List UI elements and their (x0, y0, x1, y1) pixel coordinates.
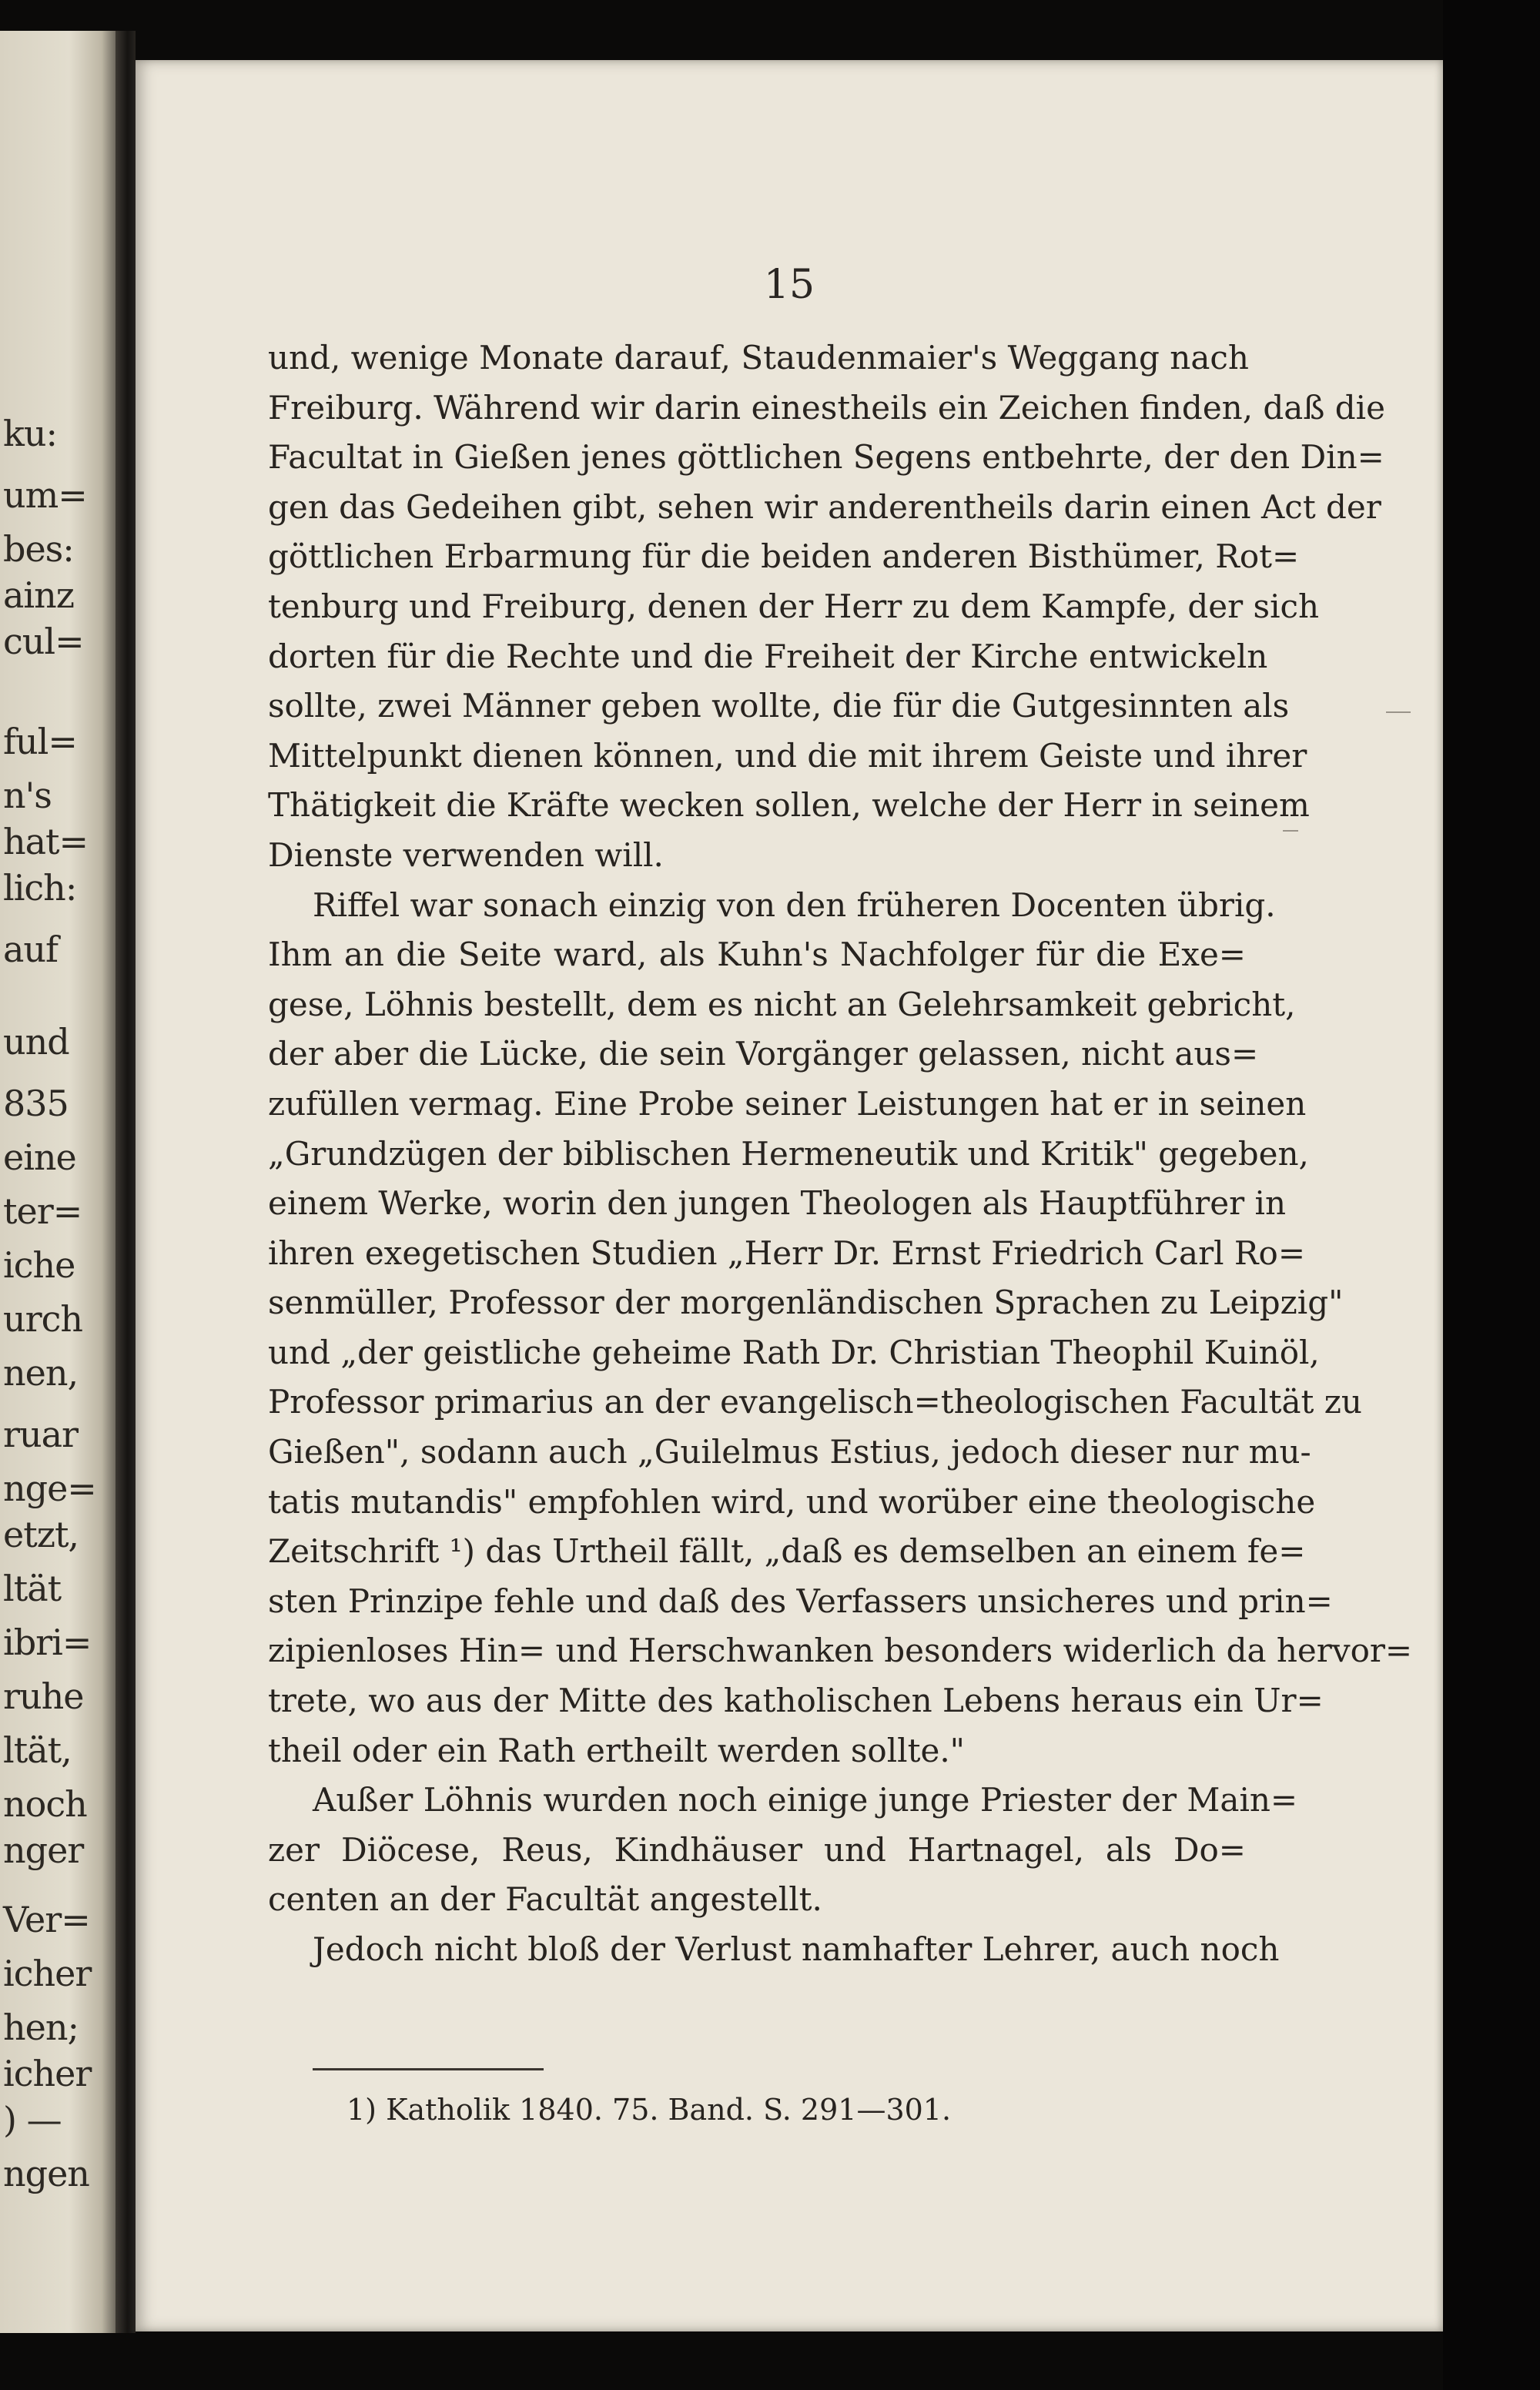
text-line: einem Werke, worin den jungen Theologen als Hauptführer in (268, 1184, 1287, 1223)
text-line: zufüllen vermag. Eine Probe seiner Leistungen hat er in seinen (268, 1084, 1307, 1123)
left-page-fragment: ibri= (3, 1622, 92, 1663)
left-page-fragment: icher (3, 1953, 92, 1994)
left-page-fragment: ku: (3, 413, 57, 454)
text-line: und „der geistliche geheime Rath Dr. Christian Theophil Kuinöl, (268, 1333, 1320, 1371)
text-line: sollte, zwei Männer geben wollte, die für die Gutgesinnten als (268, 687, 1290, 725)
main-text (268, 333, 1413, 1975)
text-line: senmüller, Professor der morgenländischen Sprachen zu Leipzig" (268, 1284, 1344, 1322)
left-page-fragment: ruhe (3, 1675, 84, 1717)
text-line: tatis mutandis" empfohlen wird, und worüber eine theologische (268, 1482, 1316, 1521)
margin-mark (1283, 830, 1298, 832)
left-page-fragment: nger (3, 1829, 84, 1871)
left-page-fragment: ltät, (3, 1729, 72, 1771)
left-page-fragment: ruar (3, 1414, 79, 1455)
background-right (1443, 0, 1540, 2390)
text-line: Mittelpunkt dienen können, und die mit ihrem Geiste und ihrer (268, 736, 1307, 775)
text-line: Gießen", sodann auch „Guilelmus Estius, jedoch dieser nur mu- (268, 1433, 1311, 1471)
text-line: Jedoch nicht bloß der Verlust namhafter Lehrer, auch noch (313, 1930, 1280, 1968)
text-line: theil oder ein Rath ertheilt werden sollte." (268, 1731, 965, 1769)
footnote-rule (313, 2068, 544, 2070)
text-line: gen das Gedeihen gibt, sehen wir anderentheils darin einen Act der (268, 487, 1381, 526)
left-page-fragment: ainz (3, 574, 74, 616)
left-page-fragment: ) — (3, 2099, 62, 2141)
footnote: 1) Katholik 1840. 75. Band. S. 291—301. (346, 2093, 952, 2127)
text-line: centen an der Facultät angestellt. (268, 1880, 822, 1919)
left-page-fragment: ltät (3, 1568, 62, 1609)
text-line: trete, wo aus der Mitte des katholischen Lebens heraus ein Ur= (268, 1682, 1324, 1720)
margin-mark (1386, 711, 1411, 713)
left-page-fragment: cul= (3, 621, 84, 662)
text-line: und, wenige Monate darauf, Staudenmaier's Weggang nach (268, 339, 1249, 377)
left-page-fragment: Ver= (3, 1899, 90, 1940)
left-page-fragment: noch (3, 1783, 87, 1825)
book-gutter (116, 31, 136, 2333)
text-line: Professor primarius an der evangelisch=theologischen Facultät zu (268, 1383, 1362, 1421)
left-page-fragment: eine (3, 1136, 76, 1178)
left-page-fragment: hen; (3, 2007, 79, 2048)
left-page-fragment: icher (3, 2053, 92, 2094)
book-page (136, 60, 1443, 2331)
text-line: dorten für die Rechte und die Freiheit der Kirche entwickeln (268, 637, 1268, 675)
left-page-fragment: n's (3, 775, 52, 816)
text-line: gese, Löhnis bestellt, dem es nicht an Gelehrsamkeit gebricht, (268, 985, 1296, 1023)
left-page-fragment: und (3, 1021, 69, 1063)
text-line: „Grundzügen der biblischen Hermeneutik und Kritik" gegeben, (268, 1134, 1309, 1173)
text-line: Zeitschrift ¹) das Urtheil fällt, „daß es demselben an einem fe= (268, 1532, 1306, 1571)
text-line: Riffel war sonach einzig von den früheren Docenten übrig. (313, 885, 1276, 924)
text-line: zipienloses Hin= und Herschwanken besonders widerlich da hervor= (268, 1632, 1413, 1670)
page-number: 15 (763, 262, 815, 308)
left-page-fragment: bes: (3, 528, 74, 570)
left-page-fragment: hat= (3, 821, 89, 862)
left-page-fragment: ter= (3, 1190, 82, 1232)
left-page-fragment: 835 (3, 1083, 69, 1124)
text-line: sten Prinzipe fehle und daß des Verfassers unsicheres und prin= (268, 1582, 1333, 1620)
left-page-fragment: lich: (3, 867, 77, 909)
left-page-fragment: urch (3, 1298, 83, 1340)
text-line: zer Diöcese, Reus, Kindhäuser und Hartnagel, als Do= (268, 1830, 1246, 1869)
text-line: Thätigkeit die Kräfte wecken sollen, welche der Herr in seinem (268, 786, 1310, 825)
text-line: göttlichen Erbarmung für die beiden anderen Bisthümer, Rot= (268, 537, 1300, 576)
left-page-fragment: iche (3, 1244, 75, 1286)
left-page-edge (0, 31, 116, 2333)
left-page-fragment: ngen (3, 2153, 89, 2194)
text-line: tenburg und Freiburg, denen der Herr zu dem Kampfe, der sich (268, 587, 1320, 625)
text-line: Freiburg. Während wir darin einestheils ein Zeichen finden, daß die (268, 388, 1385, 427)
left-page-fragment: ful= (3, 721, 77, 762)
left-page-fragment: nen, (3, 1352, 79, 1394)
left-page-fragment: nge= (3, 1468, 96, 1509)
text-line: Ihm an die Seite ward, als Kuhn's Nachfolger für die Exe= (268, 936, 1246, 974)
text-line: ihren exegetischen Studien „Herr Dr. Ernst Friedrich Carl Ro= (268, 1233, 1306, 1272)
text-line: Außer Löhnis wurden noch einige junge Priester der Main= (313, 1781, 1298, 1819)
text-line: Facultat in Gießen jenes göttlichen Segens entbehrte, der den Din= (268, 438, 1384, 477)
left-page-fragment: etzt, (3, 1514, 79, 1555)
left-page-fragment: auf (3, 929, 59, 970)
left-page-fragment: um= (3, 474, 87, 516)
text-line: der aber die Lücke, die sein Vorgänger gelassen, nicht aus= (268, 1035, 1259, 1073)
text-line: Dienste verwenden will. (268, 835, 664, 874)
